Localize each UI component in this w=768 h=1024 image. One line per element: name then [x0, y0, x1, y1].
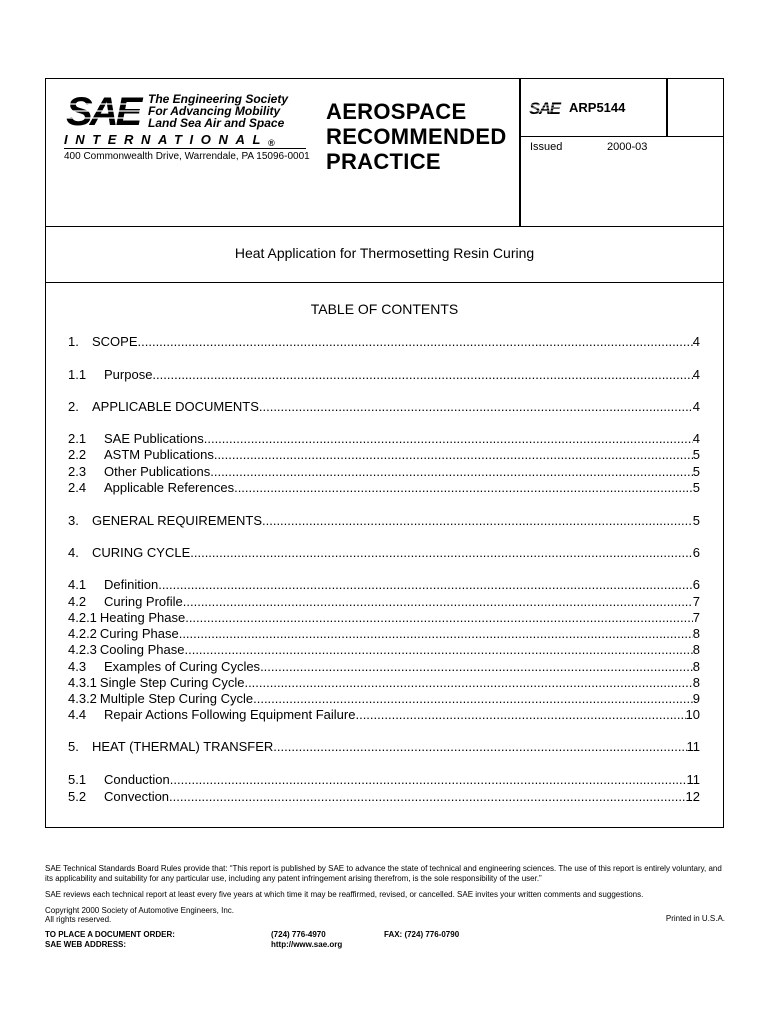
- toc-leader: [260, 659, 693, 674]
- toc-number: 2.: [68, 399, 79, 414]
- order-label: TO PLACE A DOCUMENT ORDER:: [45, 930, 175, 939]
- toc-number: 1.: [68, 334, 79, 349]
- issued-date: 2000-03: [607, 141, 648, 153]
- toc-label: Curing Phase: [99, 626, 179, 641]
- toc-heading: TABLE OF CONTENTS: [310, 301, 459, 317]
- toc-number: 4.2: [68, 594, 87, 609]
- toc-label: Examples of Curing Cycles: [104, 659, 261, 674]
- toc-label: Heating Phase: [99, 610, 186, 625]
- toc-label: CURING CYCLE: [92, 545, 191, 560]
- toc-label: Convection: [104, 789, 170, 804]
- toc-number: 3.: [68, 513, 79, 528]
- toc-entry: [68, 576, 700, 592]
- toc-number: 4.: [68, 545, 79, 560]
- toc-entry: [68, 593, 700, 609]
- logo-divider: [64, 148, 306, 149]
- toc-label: HEAT (THERMAL) TRANSFER: [92, 739, 274, 754]
- toc-leader: [183, 594, 693, 609]
- toc-page: 8: [692, 659, 700, 674]
- org-name-text: INTERNATIONAL: [64, 132, 268, 147]
- toc-entry: [68, 333, 700, 349]
- toc-label: APPLICABLE DOCUMENTS: [92, 399, 259, 414]
- toc-leader: [190, 545, 693, 560]
- toc-page: 9: [692, 691, 700, 706]
- toc-label: Curing Profile: [104, 594, 183, 609]
- doc-type-line: AEROSPACE: [326, 99, 467, 124]
- toc-entry: [68, 658, 700, 674]
- toc-label: GENERAL REQUIREMENTS: [92, 513, 262, 528]
- doc-number-box: [521, 79, 723, 137]
- toc-page: 7: [692, 610, 700, 625]
- toc-label: Cooling Phase: [99, 642, 185, 657]
- toc-leader: [355, 707, 685, 722]
- toc-page: 4: [692, 367, 700, 382]
- toc-page: 6: [692, 577, 700, 592]
- sae-logo-icon: [66, 91, 150, 133]
- toc-number: 4.2.1: [68, 610, 97, 625]
- toc-number: 4.3.1: [68, 675, 97, 690]
- standards-rules-text: SAE Technical Standards Board Rules provide that: “This report is published by SAE to advance the state of technical and engineering sciences. The use of this report is entirely voluntary, and its applicability and suitability for any particular use, including any patent infringement arising therefrom, is the sole responsibility of the user.”: [45, 864, 722, 883]
- toc-number: 4.2.2: [68, 626, 97, 641]
- toc-label: Multiple Step Curing Cycle: [99, 691, 254, 706]
- toc-leader: [214, 447, 693, 462]
- toc-page: 12: [685, 789, 700, 804]
- toc-entry: [68, 706, 700, 722]
- doc-type-line: PRACTICE: [326, 149, 441, 174]
- toc-entry: [68, 625, 700, 641]
- toc-entry: [68, 788, 700, 804]
- toc-label: Definition: [104, 577, 159, 592]
- toc-page: 11: [686, 739, 700, 754]
- toc-entry: [68, 479, 700, 495]
- toc-leader: [234, 480, 693, 495]
- toc-entry: [68, 641, 700, 657]
- toc-entry: [68, 398, 700, 414]
- toc-entry: [68, 690, 700, 706]
- toc-page: 8: [692, 675, 700, 690]
- toc-leader: [185, 610, 693, 625]
- doc-number: ARP5144: [569, 100, 626, 115]
- toc-entry: [68, 544, 700, 560]
- toc-number: 4.3: [68, 659, 87, 674]
- title-row: [46, 227, 723, 283]
- toc-leader: [273, 739, 686, 754]
- toc-page: 8: [692, 626, 700, 641]
- toc-label: Other Publications: [104, 464, 211, 479]
- toc-entry: [68, 512, 700, 528]
- toc-page: 4: [692, 431, 700, 446]
- toc-page: 10: [685, 707, 700, 722]
- web-address-link[interactable]: http://www.sae.org: [271, 940, 343, 949]
- toc-number: 5.1: [68, 772, 87, 787]
- toc-leader: [262, 513, 693, 528]
- toc-label: Applicable References: [104, 480, 235, 495]
- toc-leader: [210, 464, 693, 479]
- toc-number: 5.2: [68, 789, 87, 804]
- toc-entry: [68, 430, 700, 446]
- org-name: [64, 132, 275, 147]
- toc-entry: [68, 463, 700, 479]
- toc-entry: [68, 738, 700, 754]
- toc-page: 5: [692, 480, 700, 495]
- toc-number: 2.1: [68, 431, 87, 446]
- toc-page: 6: [692, 545, 700, 560]
- toc-label: Single Step Curing Cycle: [99, 675, 245, 690]
- sae-small-logo-mark: SAE: [529, 99, 560, 117]
- toc-leader: [152, 367, 692, 382]
- toc-entry: [68, 366, 700, 382]
- copyright-text: Copyright 2000 Society of Automotive Engineers, Inc.: [45, 906, 234, 915]
- sae-small-logo-icon: [529, 99, 567, 117]
- toc-leader: [158, 577, 693, 592]
- sae-logo-mark: SAE: [66, 91, 140, 133]
- toc-entry: [68, 771, 700, 787]
- printed-location: Printed in U.S.A.: [665, 914, 725, 923]
- toc-leader: [169, 789, 685, 804]
- toc-number: 5.: [68, 739, 79, 754]
- toc-label: SCOPE: [92, 334, 138, 349]
- toc-leader: [204, 431, 693, 446]
- toc-page: 8: [692, 642, 700, 657]
- toc-page: 11: [686, 772, 700, 787]
- toc-page: 5: [692, 447, 700, 462]
- document-title: Heat Application for Thermosetting Resin Curing: [234, 245, 535, 261]
- toc-number: 2.3: [68, 464, 87, 479]
- toc-label: ASTM Publications: [104, 447, 214, 462]
- toc-leader: [179, 626, 693, 641]
- toc-leader: [138, 334, 693, 349]
- registered-mark: ®: [268, 138, 275, 148]
- rights-text: All rights reserved.: [45, 915, 112, 924]
- toc-page: 7: [692, 594, 700, 609]
- toc-number: 4.3.2: [68, 691, 97, 706]
- toc-number: 2.4: [68, 480, 87, 495]
- web-address-label: SAE WEB ADDRESS:: [45, 940, 127, 949]
- toc-label: Conduction: [104, 772, 170, 787]
- toc-entry: [68, 674, 700, 690]
- toc-leader: [259, 399, 693, 414]
- doc-type-line: RECOMMENDED: [326, 124, 507, 149]
- org-address: 400 Commonwealth Drive, Warrendale, PA 15096-0001: [64, 151, 310, 162]
- document-header: [46, 79, 723, 227]
- toc-leader: [253, 691, 693, 706]
- toc-leader: [244, 675, 692, 690]
- tagline-line: For Advancing Mobility: [148, 104, 281, 118]
- toc-entry: [68, 446, 700, 462]
- toc-page: 4: [692, 399, 700, 414]
- toc-page: 5: [692, 513, 700, 528]
- toc-number: 4.2.3: [68, 642, 97, 657]
- toc-label: Repair Actions Following Equipment Failure: [104, 707, 356, 722]
- tagline-line: Land Sea Air and Space: [148, 116, 285, 130]
- toc-label: SAE Publications: [104, 431, 204, 446]
- document-frame: [45, 78, 724, 828]
- document-type: [326, 99, 507, 174]
- toc-number: 1.1: [68, 367, 87, 382]
- tagline-line: The Engineering Society: [148, 92, 289, 106]
- toc-leader: [170, 772, 687, 787]
- order-phone: (724) 776-4970: [271, 930, 326, 939]
- doc-number-box-divider: [666, 79, 668, 137]
- org-tagline: [148, 93, 288, 129]
- toc-page: 4: [692, 334, 700, 349]
- issued-label: Issued: [530, 141, 563, 153]
- toc-number: 2.2: [68, 447, 87, 462]
- toc-label: Purpose: [104, 367, 153, 382]
- review-policy-text: SAE reviews each technical report at least every five years at which time it may be reaffirmed, revised, or cancelled. SAE invites your written comments and suggestions.: [45, 890, 644, 899]
- toc-page: 5: [692, 464, 700, 479]
- toc-number: 4.4: [68, 707, 87, 722]
- toc-entry: [68, 609, 700, 625]
- toc-leader: [184, 642, 692, 657]
- toc-number: 4.1: [68, 577, 87, 592]
- order-fax: FAX: (724) 776-0790: [384, 930, 460, 939]
